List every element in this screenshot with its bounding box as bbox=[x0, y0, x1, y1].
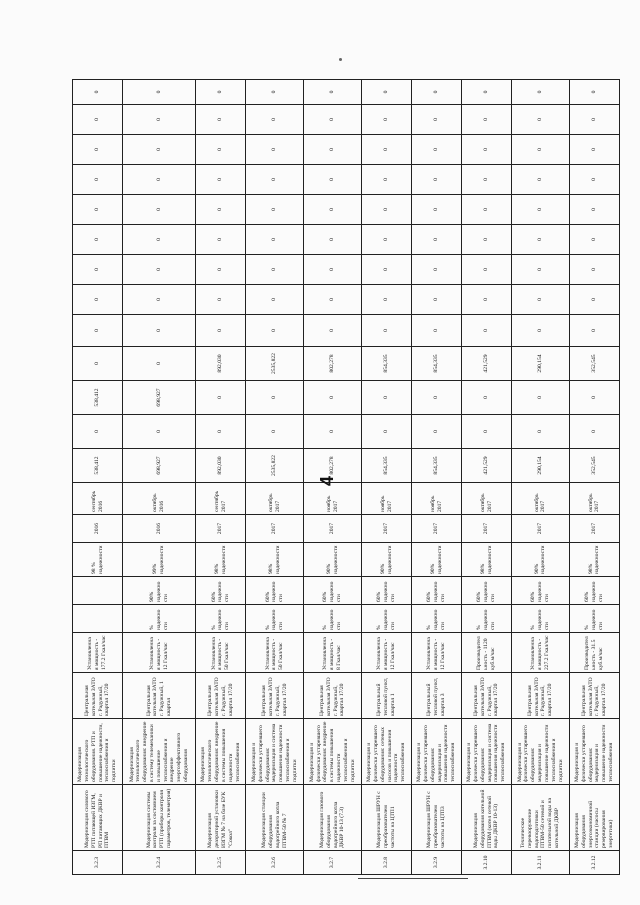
cell-v1: 0 bbox=[412, 415, 462, 449]
cell-before bbox=[73, 605, 123, 633]
cell-value: 0 bbox=[196, 195, 246, 225]
cell-date: ноябрь 2017 bbox=[362, 483, 412, 515]
cell-location: Центральный тепловой пункт, квартал 3 bbox=[412, 673, 462, 719]
cell-location: Центральная котельная ЗАТО г. Радужный, квартал 17/20 bbox=[569, 673, 619, 719]
cell-year: 2017 bbox=[569, 515, 619, 543]
cell-year: 2017 bbox=[412, 515, 462, 543]
cell-v1: 0 bbox=[362, 415, 412, 449]
cell-before: % надежности bbox=[304, 605, 362, 633]
cell-value: 0 bbox=[123, 285, 196, 315]
cell-v3: 352,545 bbox=[569, 347, 619, 381]
cell-year: 2017 bbox=[462, 515, 512, 543]
cell-value: 0 bbox=[412, 255, 462, 285]
cell-value: 0 bbox=[412, 135, 462, 165]
cell-value: 0 bbox=[462, 165, 512, 195]
table-row bbox=[73, 80, 123, 875]
cell-value: 0 bbox=[246, 285, 304, 315]
cell-before: % надежности bbox=[196, 605, 246, 633]
table-row bbox=[246, 80, 304, 875]
cell-num: 3.2.6 bbox=[246, 851, 304, 875]
cell-value: 0 bbox=[569, 225, 619, 255]
cell-value: 0 bbox=[512, 165, 570, 195]
cell-value: 0 bbox=[512, 195, 570, 225]
cell-v1: 0 bbox=[246, 415, 304, 449]
cell-description: Модернизация и физически устаревшего оборудования: модернизация и повышение надежности теплоснабжения bbox=[569, 719, 619, 785]
cell-value: 0 bbox=[412, 165, 462, 195]
cell-after: 60% надежности bbox=[512, 577, 570, 605]
cell-power: Установленная мощность - 8 Гкал/час bbox=[304, 633, 362, 673]
cell-date: ноябрь 2017 bbox=[412, 483, 462, 515]
cell-date: ноябрь 2017 bbox=[304, 483, 362, 515]
cell-value: 0 bbox=[123, 80, 196, 105]
cell-v4: 0 bbox=[123, 315, 196, 347]
cell-description: Модернизация и физически устаревшего оборудования: сетевых насосов и повышения надежности теплоснабжения bbox=[362, 719, 412, 785]
cell-v3: 290,154 bbox=[512, 347, 570, 381]
cell-cost: 802,278 bbox=[304, 449, 362, 483]
cell-power: Установленная мощность - 177.2 Гкал/час bbox=[73, 633, 123, 673]
cell-value: 0 bbox=[246, 105, 304, 135]
cell-value: 0 bbox=[196, 225, 246, 255]
cell-after2: 90% надежности bbox=[362, 543, 412, 577]
cell-value: 0 bbox=[196, 285, 246, 315]
cell-value: 0 bbox=[362, 105, 412, 135]
cell-v4: 0 bbox=[512, 315, 570, 347]
cell-v4: 0 bbox=[246, 315, 304, 347]
cell-v2: 0 bbox=[462, 381, 512, 415]
cell-description: Модернизация и физически устаревшего оборудования: внедрение в системы повышения надежности теплоснабжения и подпитки bbox=[304, 719, 362, 785]
cell-value: 0 bbox=[73, 165, 123, 195]
cell-v1: 0 bbox=[73, 415, 123, 449]
cell-after2: 99% надежности bbox=[123, 543, 196, 577]
cell-value: 0 bbox=[412, 105, 462, 135]
cell-cost: 854,335 bbox=[412, 449, 462, 483]
cell-v3: 854,335 bbox=[362, 347, 412, 381]
cell-value: 0 bbox=[304, 135, 362, 165]
cell-v2: 538,412 bbox=[73, 381, 123, 415]
cell-value: 0 bbox=[196, 105, 246, 135]
table-row bbox=[569, 80, 619, 875]
cell-v3: 421,529 bbox=[462, 347, 512, 381]
cell-power: Установленная мощность - 12 Гкал/час bbox=[123, 633, 196, 673]
cell-description: Модернизация и физически устаревшего оборудования: модернизация и система повышения надежности теплоснабжения и подпитки bbox=[246, 719, 304, 785]
cell-num: 3.2.7 bbox=[304, 851, 362, 875]
cell-v4: 0 bbox=[362, 315, 412, 347]
cell-year: 2017 bbox=[362, 515, 412, 543]
cell-v2: 0 bbox=[362, 381, 412, 415]
cell-num: 3.2.5 bbox=[196, 851, 246, 875]
cell-date: октябрь 2016 bbox=[123, 483, 196, 515]
table-row bbox=[412, 80, 462, 875]
cell-value: 0 bbox=[304, 165, 362, 195]
cell-date: сентябрь 2016 bbox=[73, 483, 123, 515]
cell-value: 0 bbox=[123, 195, 196, 225]
cell-v1: 0 bbox=[123, 415, 196, 449]
cell-v2: 0 bbox=[512, 381, 570, 415]
cell-after: 60% надежности bbox=[412, 577, 462, 605]
cell-power: Производительность - 1120 куб.м/час bbox=[462, 633, 512, 673]
cell-v3: 0 bbox=[123, 347, 196, 381]
cell-after: 60% надежности bbox=[246, 577, 304, 605]
cell-v4: 0 bbox=[73, 315, 123, 347]
cell-power: Установленная мощность - 12 Гкал/час bbox=[362, 633, 412, 673]
cell-v2: 0 bbox=[196, 381, 246, 415]
cell-value: 0 bbox=[412, 195, 462, 225]
cell-num: 3.2.11 bbox=[512, 851, 570, 875]
cell-value: 0 bbox=[123, 165, 196, 195]
cell-cost: 290,154 bbox=[512, 449, 570, 483]
cell-value: 0 bbox=[462, 285, 512, 315]
cell-v3: 0 bbox=[73, 347, 123, 381]
cell-value: 0 bbox=[512, 255, 570, 285]
cell-name: Модернизация газового оборудования водогрейного котла ДКВР 10-13 (7.3) bbox=[304, 785, 362, 851]
cell-before: % надежности bbox=[412, 605, 462, 633]
cell-value: 0 bbox=[73, 285, 123, 315]
cell-description: Модернизация технологического оборудования: внедрение в системы повышения надежности теплоснабжения bbox=[196, 719, 246, 785]
cell-value: 0 bbox=[512, 105, 570, 135]
cell-value: 0 bbox=[462, 225, 512, 255]
cell-value: 0 bbox=[196, 165, 246, 195]
cell-after2: 90% надежности bbox=[304, 543, 362, 577]
cell-after bbox=[73, 577, 123, 605]
cell-value: 0 bbox=[304, 225, 362, 255]
cell-power: Производительность - 31.5 куб.м/час bbox=[569, 633, 619, 673]
cell-description: Модернизация и физически устаревшего оборудования: модернизация и повышения надежности теплоснабжения bbox=[412, 719, 462, 785]
cell-description: Модернизация технологического оборудования: внедрение в систему телемеханики и повышение теплоснабжения и внедрение энергоэффективного оборудования bbox=[123, 719, 196, 785]
cell-value: 0 bbox=[462, 255, 512, 285]
table-row bbox=[362, 80, 412, 875]
cell-value: 0 bbox=[462, 135, 512, 165]
cell-location: Центральная котельная ЗАТО г. Радужный, квартал 17/20 bbox=[73, 673, 123, 719]
cell-after: 60% надежности bbox=[362, 577, 412, 605]
cell-location: Центральная котельная ЗАТО г. Радужный, квартал 17/20 bbox=[462, 673, 512, 719]
cell-v4: 0 bbox=[304, 315, 362, 347]
footer-rule bbox=[358, 878, 468, 879]
cell-v3: 802,278 bbox=[304, 347, 362, 381]
cell-value: 0 bbox=[412, 285, 462, 315]
cell-cost: 698,927 bbox=[123, 449, 196, 483]
cell-after2: 90% надежности bbox=[512, 543, 570, 577]
cell-description: Модернизация технологического оборудования. РТП и повышение надежности, теплоснабжения и подпитки bbox=[73, 719, 123, 785]
scan-speck bbox=[339, 58, 342, 61]
cell-value: 0 bbox=[569, 255, 619, 285]
cell-v2: 0 bbox=[569, 381, 619, 415]
cell-value: 0 bbox=[412, 80, 462, 105]
cell-after2: 98% надежности bbox=[196, 543, 246, 577]
cell-num: 3.2.9 bbox=[412, 851, 462, 875]
cell-after2: 90% надежности bbox=[412, 543, 462, 577]
cell-value: 0 bbox=[304, 285, 362, 315]
cell-power: Установленная мощность - 50 Гкал/час bbox=[196, 633, 246, 673]
cell-name: Модернизация силового РТП питающей ИЗГМ, РП питающих ДКВР и ПТВМ bbox=[73, 785, 123, 851]
cell-name: Техническое перевооружение водоподготовки ПТВМ-50 сетевой и питательной воды на котельной ДКВР bbox=[512, 785, 570, 851]
cell-v2: 698,927 bbox=[123, 381, 196, 415]
cell-value: 0 bbox=[462, 105, 512, 135]
cell-cost: 2535,822 bbox=[246, 449, 304, 483]
cell-value: 0 bbox=[462, 195, 512, 225]
cell-value: 0 bbox=[362, 285, 412, 315]
cell-name: Модернизация станции оборудования водогрейного котла ПТВМ-50 № 7 bbox=[246, 785, 304, 851]
cell-v4: 0 bbox=[196, 315, 246, 347]
cell-v4: 0 bbox=[462, 315, 512, 347]
cell-before: % надежности bbox=[362, 605, 412, 633]
cell-v4: 0 bbox=[569, 315, 619, 347]
cell-value: 0 bbox=[362, 255, 412, 285]
cell-name: Модернизация деаэраторной установки ИЗГМ № 7 на базе БУК "Сокол" bbox=[196, 785, 246, 851]
cell-location: Центральная котельная ЗАТО г. Радужный, квартал 17/20 bbox=[304, 673, 362, 719]
cell-v4: 0 bbox=[412, 315, 462, 347]
cell-v2: 0 bbox=[412, 381, 462, 415]
cell-v1: 0 bbox=[569, 415, 619, 449]
cell-value: 0 bbox=[362, 165, 412, 195]
table-row bbox=[512, 80, 570, 875]
cell-year: 2017 bbox=[304, 515, 362, 543]
cell-cost: 854,335 bbox=[362, 449, 412, 483]
cell-value: 0 bbox=[246, 135, 304, 165]
cell-value: 0 bbox=[246, 165, 304, 195]
cell-num: 3.2.4 bbox=[123, 851, 196, 875]
cell-before: % надежности bbox=[246, 605, 304, 633]
cell-after: 60% надежности bbox=[304, 577, 362, 605]
cell-after: 90% надежности bbox=[123, 577, 196, 605]
cell-value: 0 bbox=[362, 135, 412, 165]
cell-before: % надежности bbox=[569, 605, 619, 633]
cell-value: 0 bbox=[304, 195, 362, 225]
cell-description: Модернизация и физически устаревшего оборудования: модернизация и система повышения надежности теплоснабжения bbox=[462, 719, 512, 785]
rotated-table-wrapper bbox=[72, 90, 620, 875]
cell-cost: 421,529 bbox=[462, 449, 512, 483]
cell-year: 2017 bbox=[512, 515, 570, 543]
page-number: 4 bbox=[317, 476, 337, 487]
cell-after2: 98% надежности bbox=[462, 543, 512, 577]
cell-value: 0 bbox=[123, 135, 196, 165]
cell-year: 2017 bbox=[196, 515, 246, 543]
cell-v2: 0 bbox=[246, 381, 304, 415]
investment-program-table bbox=[72, 79, 620, 875]
cell-after: 60% надежности bbox=[462, 577, 512, 605]
cell-after: 60% надежности bbox=[196, 577, 246, 605]
cell-value: 0 bbox=[569, 195, 619, 225]
cell-name: Модернизация ШРУН с преобразователем частоты на ЦТП3 bbox=[412, 785, 462, 851]
cell-value: 0 bbox=[73, 225, 123, 255]
cell-cost: 892,030 bbox=[196, 449, 246, 483]
cell-year: 2017 bbox=[246, 515, 304, 543]
cell-value: 0 bbox=[196, 80, 246, 105]
cell-date: октябрь 2017 bbox=[462, 483, 512, 515]
cell-value: 0 bbox=[569, 105, 619, 135]
cell-value: 0 bbox=[73, 80, 123, 105]
cell-v3: 2535,822 bbox=[246, 347, 304, 381]
cell-v1: 0 bbox=[196, 415, 246, 449]
cell-value: 0 bbox=[73, 195, 123, 225]
cell-value: 0 bbox=[512, 135, 570, 165]
cell-date: октябрь 2017 bbox=[569, 483, 619, 515]
cell-before: % надежности bbox=[462, 605, 512, 633]
cell-value: 0 bbox=[304, 105, 362, 135]
cell-value: 0 bbox=[512, 285, 570, 315]
cell-value: 0 bbox=[512, 80, 570, 105]
table-row bbox=[123, 80, 196, 875]
cell-value: 0 bbox=[569, 80, 619, 105]
cell-date: сентябрь 2017 bbox=[196, 483, 246, 515]
cell-v1: 0 bbox=[512, 415, 570, 449]
cell-v1: 0 bbox=[304, 415, 362, 449]
cell-location: Центральный тепловой пункт, квартал 1 bbox=[362, 673, 412, 719]
cell-value: 0 bbox=[462, 80, 512, 105]
cell-value: 0 bbox=[73, 135, 123, 165]
cell-v3: 854,335 bbox=[412, 347, 462, 381]
cell-v1: 0 bbox=[462, 415, 512, 449]
cell-location: Центральная котельная ЗАТО г. Радужный, квартал 17/20 bbox=[196, 673, 246, 719]
cell-before: % надежности bbox=[512, 605, 570, 633]
cell-power: Установленная мощность - 50 Гкал/час bbox=[246, 633, 304, 673]
cell-num: 3.2.10 bbox=[462, 851, 512, 875]
cell-location: Центральная котельная ЗАТО г. Радужный, квартал 17/20 bbox=[246, 673, 304, 719]
cell-power: Установленная мощность - 12 Гкал/час bbox=[412, 633, 462, 673]
cell-num: 3.2.8 bbox=[362, 851, 412, 875]
cell-value: 0 bbox=[304, 80, 362, 105]
cell-location: Центральная котельная ЗАТО г. Радужный, 1 квартал bbox=[123, 673, 196, 719]
cell-date: октябрь 2017 bbox=[512, 483, 570, 515]
cell-value: 0 bbox=[73, 255, 123, 285]
cell-value: 0 bbox=[569, 135, 619, 165]
cell-after2: 98% надежности bbox=[246, 543, 304, 577]
cell-value: 0 bbox=[123, 105, 196, 135]
cell-year: 2016 bbox=[73, 515, 123, 543]
cell-value: 0 bbox=[196, 135, 246, 165]
cell-value: 0 bbox=[246, 195, 304, 225]
cell-year: 2016 bbox=[123, 515, 196, 543]
cell-value: 0 bbox=[73, 105, 123, 135]
cell-cost: 352,545 bbox=[569, 449, 619, 483]
cell-value: 0 bbox=[246, 255, 304, 285]
cell-power: Установленная мощность - 227.2 Гкал/час bbox=[512, 633, 570, 673]
cell-v3: 892,030 bbox=[196, 347, 246, 381]
cell-value: 0 bbox=[304, 255, 362, 285]
cell-value: 0 bbox=[123, 255, 196, 285]
cell-value: 0 bbox=[246, 80, 304, 105]
cell-value: 0 bbox=[246, 225, 304, 255]
cell-value: 0 bbox=[362, 225, 412, 255]
cell-value: 0 bbox=[123, 225, 196, 255]
cell-date: октябрь 2017 bbox=[246, 483, 304, 515]
cell-num: 3.2.3 bbox=[73, 851, 123, 875]
cell-cost: 538,412 bbox=[73, 449, 123, 483]
cell-name: Модернизация оборудования энергоэкономичной станции (насосы резервирования энергетики) bbox=[569, 785, 619, 851]
cell-value: 0 bbox=[569, 165, 619, 195]
table-row bbox=[196, 80, 246, 875]
cell-after2: 98% надежности bbox=[569, 543, 619, 577]
cell-num: 3.2.12 bbox=[569, 851, 619, 875]
cell-value: 0 bbox=[412, 225, 462, 255]
cell-before: % надежности bbox=[123, 605, 196, 633]
cell-value: 0 bbox=[512, 225, 570, 255]
cell-after2: 98 % надежности bbox=[73, 543, 123, 577]
cell-name: Модернизация оборудования котельной ПТВМ (котел сетевой воды ДКВР 10-13) bbox=[462, 785, 512, 851]
cell-after: 60% надежности bbox=[569, 577, 619, 605]
cell-location: Центральная котельная ЗАТО г. Радужный, квартал 17/20 bbox=[512, 673, 570, 719]
cell-value: 0 bbox=[569, 285, 619, 315]
cell-value: 0 bbox=[362, 80, 412, 105]
cell-value: 0 bbox=[196, 255, 246, 285]
cell-name: Модернизация ШРУН с преобразователем частоты на ЦТП1 bbox=[362, 785, 412, 851]
cell-description: Модернизация и физически устаревшего оборудования: модернизация и повышение надежности теплоснабжения и подпитки bbox=[512, 719, 570, 785]
cell-v2: 0 bbox=[304, 381, 362, 415]
cell-value: 0 bbox=[362, 195, 412, 225]
table-row bbox=[462, 80, 512, 875]
cell-name: Модернизация системы контроля за состоянием РТП (приборы контроля параметров, телеметрия) bbox=[123, 785, 196, 851]
